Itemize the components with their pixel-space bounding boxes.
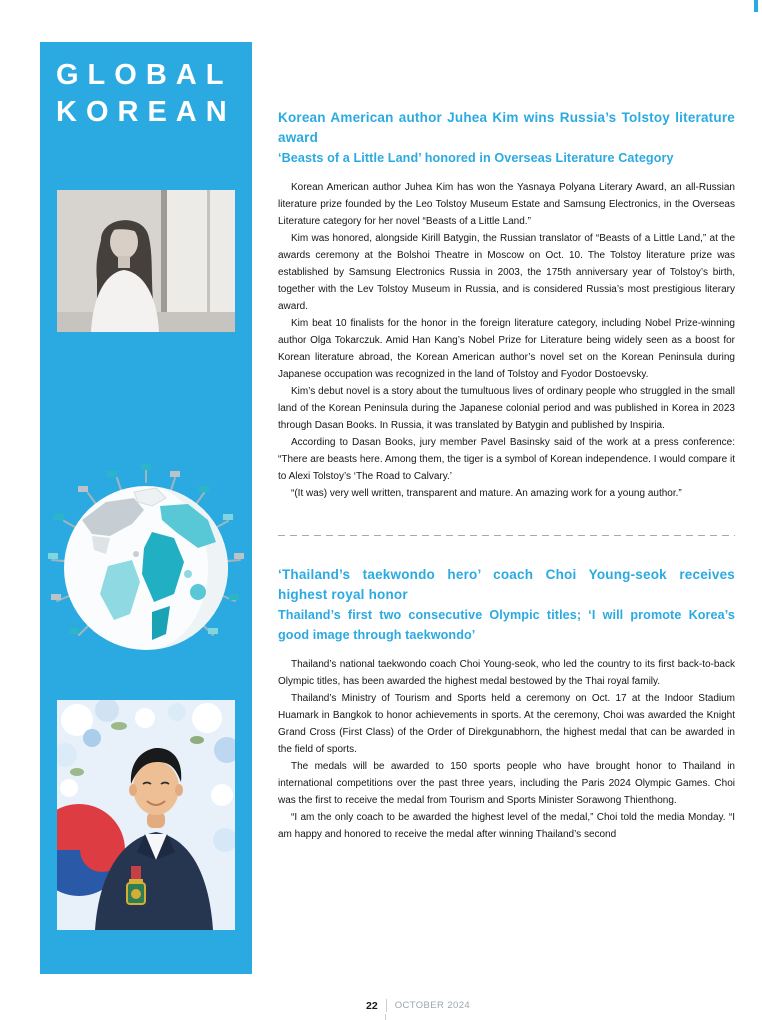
article-paragraph: Thailand’s national taekwondo coach Choi Young-seok, who led the country to its first back-to-back Olympic titles, has been awarded the highest medal bestowed by the Thai royal family. — [278, 659, 735, 687]
page-footer — [366, 999, 470, 1012]
article-column — [278, 108, 735, 843]
article-paragraph: According to Dasan Books, jury member Pavel Basinsky said of the work at a press conference: “There are beasts here. Among them, the tiger is a symbol of Korean independence. I would compare it to Alexi Tolstoy’s ‘The Road to Calvary.’ — [278, 437, 735, 482]
globe-icon — [48, 462, 244, 674]
article-paragraph: Kim beat 10 finalists for the honor in the foreign literature category, including Nobel Prize-winning author Olga Tokarczuk. Amid Han Kang’s Nobel Prize for Literature being widely seen as a boost for Korean literature abroad, the Korean American author’s novel set on the Korean Peninsula during Japanese occupation was recognized in the land of Tolstoy and Fyodor Dostoevsky. — [278, 318, 735, 380]
bottom-rule — [385, 1014, 386, 1020]
magazine-title — [40, 42, 252, 131]
article-1-title: Korean American author Juhea Kim wins Russia’s Tolstoy literature award — [278, 110, 735, 145]
choi-young-seok-photo — [57, 700, 235, 930]
page-number: 22 — [366, 999, 378, 1012]
article-2-subtitle: Thailand’s first two consecutive Olympic titles; ‘I will promote Korea’s good image through taekwondo’ — [278, 608, 735, 642]
juhea-kim-portrait-photo — [57, 190, 235, 332]
magazine-title-line2: KOREAN — [56, 96, 236, 128]
globe-illustration — [48, 462, 244, 674]
article-paragraph: Kim’s debut novel is a story about the tumultuous lives of ordinary people who struggled in the small land of the Korean Peninsula during the Japanese colonial period and was published in Korea in 2023 through Dasan Books. In Russia, it was translated by Batygin and published by Inspiria. — [278, 386, 735, 431]
article-paragraph: The medals will be awarded to 150 sports people who have brought honor to Thailand in international competitions over the past three years, including the Paris 2024 Olympic Games. Choi was the first to receive the medal from Tourism and Sports Minister Sorawong Thienthong. — [278, 761, 735, 806]
article-paragraph: Korean American author Juhea Kim has won the Yasnaya Polyana Literary Award, an all-Russian literature prize founded by the Leo Tolstoy Museum Estate and Samsung Electronics, in the Overseas Literature category for her novel “Beasts of a Little Land.” — [278, 182, 735, 227]
portrait-photo-illustration — [57, 190, 235, 332]
article-1-subtitle: ‘Beasts of a Little Land’ honored in Overseas Literature Category — [278, 151, 674, 165]
dashed-divider — [278, 535, 735, 536]
magazine-title-line1: GLOBAL — [56, 59, 233, 91]
article-2 — [278, 565, 735, 843]
sidebar — [40, 42, 252, 974]
corner-trim-mark — [754, 0, 758, 12]
medal-photo-illustration — [57, 700, 235, 930]
article-1 — [278, 108, 735, 502]
article-paragraph: “(It was) very well written, transparent and mature. An amazing work for a young author.” — [291, 488, 682, 499]
article-2-title: ‘Thailand’s taekwondo hero’ coach Choi Young-seok receives highest royal honor — [278, 567, 735, 602]
article-paragraph: Thailand’s Ministry of Tourism and Sports held a ceremony on Oct. 17 at the Indoor Stadium Huamark in Bangkok to honor achievements in sports. At the ceremony, Choi was awarded the Knight Grand Cross (First Class) of the Order of Direkgunabhorn, the highest medal that can be awarded in the field of sports. — [278, 693, 735, 755]
footer-divider — [386, 999, 387, 1012]
issue-date: OCTOBER 2024 — [394, 1000, 471, 1011]
article-paragraph: “I am the only coach to be awarded the highest level of the medal,” Choi told the media Monday. “I am happy and honored to receive the medal after winning Thailand’s second — [278, 812, 735, 840]
article-paragraph: Kim was honored, alongside Kirill Batygin, the Russian translator of “Beasts of a Little Land,” at the awards ceremony at the Bolshoi Theatre in Moscow on Oct. 10. The Tolstoy literature prize was established by Samsung Electronics Russia in 2003, the 175th anniversary year of Tolstoy’s birth, together with the Lev Tolstoy Museum in Russia, and is considered Russia’s most prestigious literary award. — [278, 233, 735, 312]
